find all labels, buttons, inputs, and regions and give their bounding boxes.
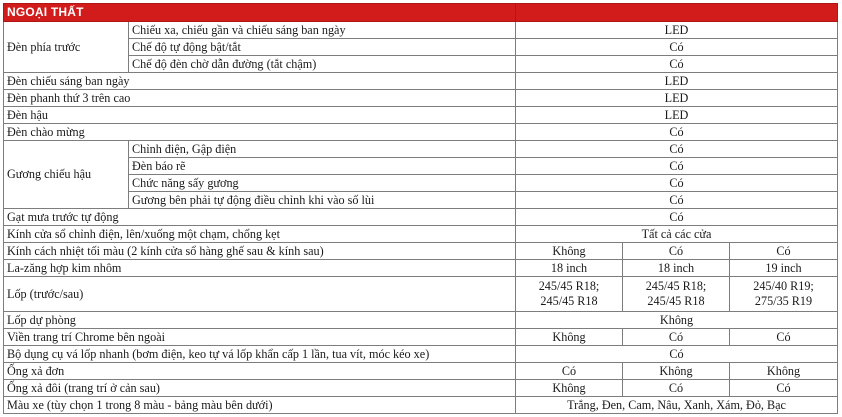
- value-cell: LED: [516, 22, 838, 39]
- welcome-lights-label: Đèn chào mừng: [4, 124, 516, 141]
- repair-kit-label: Bộ dụng cụ vá lốp nhanh (bơm điện, keo tự vá lốp khẩn cấp 1 lần, tua vít, móc kéo xe): [4, 346, 516, 363]
- value-cell: Không: [516, 312, 838, 329]
- tire-size-rear: 245/45 R18: [540, 294, 598, 308]
- tire-size-front: 245/40 R19;: [753, 279, 814, 293]
- table-row: [4, 175, 838, 192]
- feature-label: Chỉnh điện, Gập điện: [129, 141, 516, 158]
- table-row: [4, 363, 838, 380]
- table-row: [4, 141, 838, 158]
- table-row: [4, 277, 838, 312]
- table-row: [4, 73, 838, 90]
- colors-label: Màu xe (tùy chọn 1 trong 8 màu - bảng màu bên dưới): [4, 397, 516, 414]
- table-row: [4, 22, 838, 39]
- feature-label: Gương bên phải tự động điều chỉnh khi vào số lùi: [129, 192, 516, 209]
- tires-label: Lốp (trước/sau): [4, 277, 516, 312]
- feature-label: Chế độ đèn chờ dẫn đường (tắt chậm): [129, 56, 516, 73]
- value-cell: Có: [516, 141, 838, 158]
- table-row: [4, 158, 838, 175]
- tire-size-front: 245/45 R18;: [538, 279, 600, 293]
- value-cell: Không: [623, 363, 730, 380]
- table-row: [4, 329, 838, 346]
- windows-label: Kính cửa sổ chỉnh điện, lên/xuống một chạm, chống kẹt: [4, 226, 516, 243]
- value-cell: 19 inch: [730, 260, 838, 277]
- table-row: [4, 226, 838, 243]
- value-cell: Có: [516, 175, 838, 192]
- alloy-wheels-label: La-zăng hợp kim nhôm: [4, 260, 516, 277]
- table-row: [4, 192, 838, 209]
- value-cell: Có: [516, 192, 838, 209]
- table-row: [4, 346, 838, 363]
- tire-size-front: 245/45 R18;: [645, 279, 707, 293]
- table-row: [4, 39, 838, 56]
- value-cell: LED: [516, 90, 838, 107]
- third-brake-light-label: Đèn phanh thứ 3 trên cao: [4, 90, 516, 107]
- dual-exhaust-label: Ống xả đôi (trang trí ở cản sau): [4, 380, 516, 397]
- value-cell: Có: [516, 158, 838, 175]
- value-cell: Có: [623, 329, 730, 346]
- mirrors-label: Gương chiếu hậu: [4, 141, 129, 209]
- feature-label: Chiếu xa, chiếu gần và chiếu sáng ban ngày: [129, 22, 516, 39]
- tire-size-cell: [730, 277, 838, 312]
- value-cell: Có: [623, 380, 730, 397]
- table-row: [4, 312, 838, 329]
- value-cell: Có: [516, 209, 838, 226]
- daytime-lights-label: Đèn chiếu sáng ban ngày: [4, 73, 516, 90]
- value-cell: Có: [516, 363, 623, 380]
- value-cell: Có: [730, 380, 838, 397]
- table-row: [4, 260, 838, 277]
- value-cell: Tất cả các cửa: [516, 226, 838, 243]
- spec-sheet: [3, 3, 837, 414]
- exterior-spec-table: [3, 3, 838, 414]
- table-row: [4, 243, 838, 260]
- table-row: [4, 397, 838, 414]
- table-row: [4, 56, 838, 73]
- value-cell: Có: [516, 56, 838, 73]
- table-row: [4, 90, 838, 107]
- table-header-row: [4, 4, 838, 22]
- table-row: [4, 107, 838, 124]
- feature-label: Chức năng sấy gương: [129, 175, 516, 192]
- tire-size-cell: [623, 277, 730, 312]
- feature-label: Đèn báo rẽ: [129, 158, 516, 175]
- value-cell: Có: [730, 329, 838, 346]
- tinted-glass-label: Kính cách nhiệt tối màu (2 kính cửa sổ hàng ghế sau & kính sau): [4, 243, 516, 260]
- value-cell: Có: [516, 346, 838, 363]
- chrome-trim-label: Viền trang trí Chrome bên ngoài: [4, 329, 516, 346]
- tire-size-rear: 245/45 R18: [647, 294, 705, 308]
- value-cell: Không: [516, 380, 623, 397]
- table-row: [4, 124, 838, 141]
- table-row: [4, 380, 838, 397]
- tail-lights-label: Đèn hậu: [4, 107, 516, 124]
- spare-tire-label: Lốp dự phòng: [4, 312, 516, 329]
- value-cell: Không: [516, 243, 623, 260]
- value-cell: Có: [730, 243, 838, 260]
- value-cell: 18 inch: [623, 260, 730, 277]
- tire-size-rear: 275/35 R19: [754, 294, 813, 308]
- single-exhaust-label: Ống xả đơn: [4, 363, 516, 380]
- headlights-label: Đèn phía trước: [4, 22, 129, 73]
- wipers-label: Gạt mưa trước tự động: [4, 209, 516, 226]
- value-cell: Trắng, Đen, Cam, Nâu, Xanh, Xám, Đỏ, Bạc: [516, 397, 838, 414]
- value-cell: Không: [730, 363, 838, 380]
- tire-size-cell: [516, 277, 623, 312]
- section-title: NGOẠI THẤT: [4, 4, 516, 22]
- value-cell: Có: [516, 39, 838, 56]
- value-cell: Có: [516, 124, 838, 141]
- value-cell: LED: [516, 107, 838, 124]
- value-cell: 18 inch: [516, 260, 623, 277]
- value-cell: Không: [516, 329, 623, 346]
- feature-label: Chế độ tự động bật/tắt: [129, 39, 516, 56]
- value-cell: Có: [623, 243, 730, 260]
- value-cell: LED: [516, 73, 838, 90]
- header-value-cell: [516, 4, 838, 22]
- table-row: [4, 209, 838, 226]
